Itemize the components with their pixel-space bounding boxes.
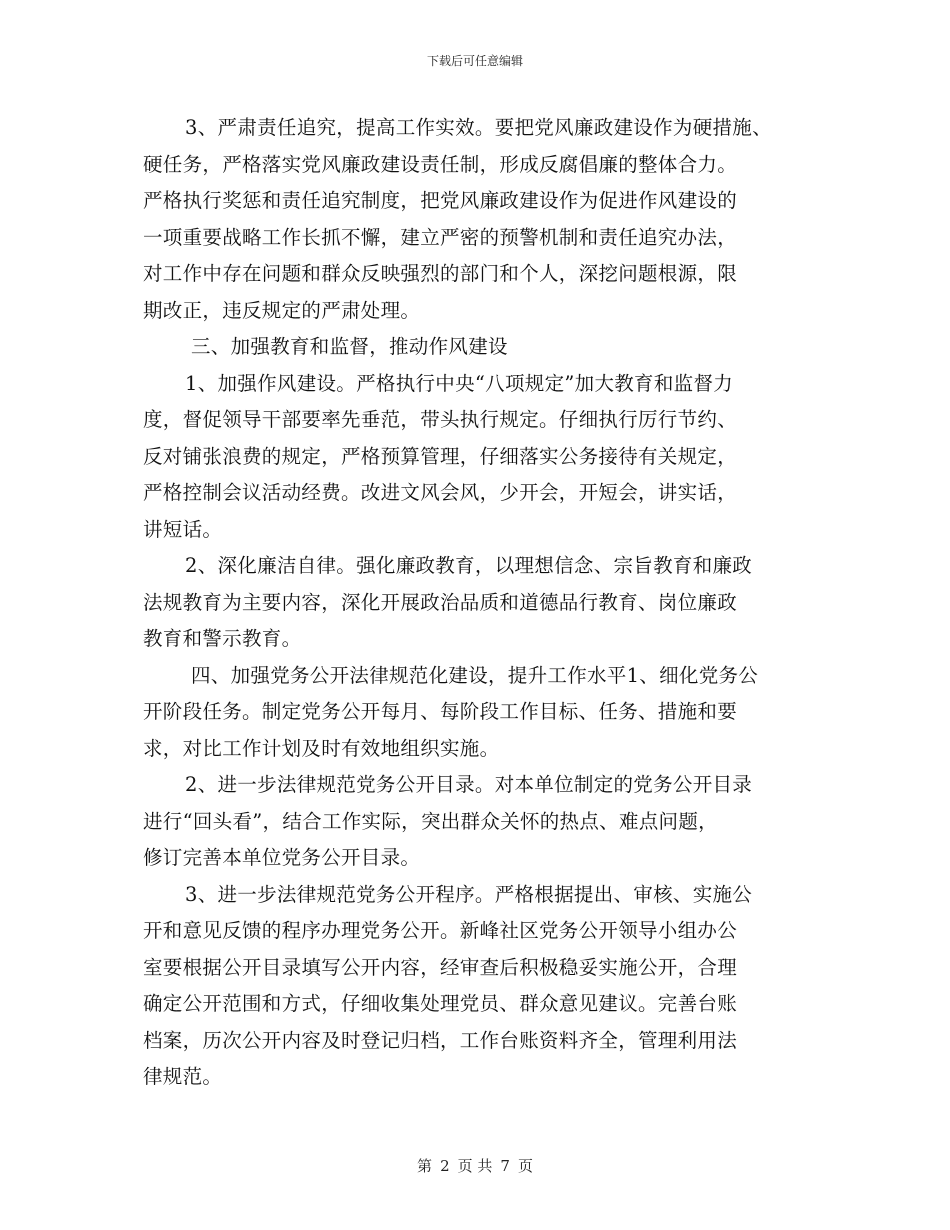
paragraph-line: 求，对比工作计划及时有效地组织实施。	[143, 736, 500, 760]
paragraph-line: 档案，历次公开内容及时登记归档，工作台账资料齐全，管理利用法	[143, 1028, 738, 1052]
paragraph-line: 严格执行奖惩和责任追究制度，把党风廉政建设作为促进作风建设的	[143, 189, 738, 212]
paragraph-line: 修订完善本单位党务公开目录。	[143, 846, 421, 869]
page-header-note: 下载后可任意编辑	[426, 54, 523, 68]
paragraph-line: 进行“回头看”，结合工作实际，突出群众关怀的热点、难点问题，	[143, 809, 718, 833]
paragraph-line: 律规范。	[143, 1065, 223, 1088]
paragraph-line: 期改正，违反规定的严肃处理。	[143, 298, 421, 322]
paragraph-line: 2、进一步法律规范党务公开目录。对本单位制定的党务公开目录	[185, 773, 753, 796]
paragraph-line: 法规教育为主要内容，深化开展政治品质和道德品行教育、岗位廉政	[143, 590, 738, 614]
paragraph-line: 教育和警示教育。	[143, 627, 302, 650]
paragraph-line: 度，督促领导干部要率先垂范，带头执行规定。仔细执行厉行节约、	[143, 408, 738, 431]
paragraph-line: 反对铺张浪费的规定，严格预算管理，仔细落实公务接待有关规定，	[143, 444, 738, 468]
paragraph-line: 2、深化廉洁自律。强化廉政教育，以理想信念、宗旨教育和廉政	[185, 554, 753, 577]
footer-suffix: 页	[517, 1157, 533, 1175]
paragraph-line: 确定公开范围和方式，仔细收集处理党员、群众意见建议。完善台账	[143, 992, 738, 1015]
paragraph-line: 室要根据公开目录填写公开内容，经审查后积极稳妥实施公开，合理	[143, 955, 738, 979]
footer-prefix: 第	[417, 1157, 433, 1175]
section-heading: 四、加强党务公开法律规范化建设，提升工作水平1、细化党务公	[191, 663, 759, 687]
document-body	[143, 110, 813, 1096]
section-heading: 三、加强教育和监督，推动作风建设	[191, 335, 508, 358]
paragraph-line: 一项重要战略工作长抓不懈，建立严密的预警机制和责任追究办法，	[143, 225, 738, 249]
paragraph-line: 严格控制会议活动经费。改进文风会风，少开会，开短会，讲实话，	[143, 481, 738, 504]
paragraph-line: 开和意见反馈的程序办理党务公开。新峰社区党务公开领导小组办公	[143, 919, 738, 942]
paragraph-line: 对工作中存在问题和群众反映强烈的部门和个人，深挖问题根源，限	[143, 262, 738, 285]
paragraph-line: 1、加强作风建设。严格执行中央“八项规定”加大教育和监督力	[185, 371, 734, 395]
paragraph-line: 讲短话。	[143, 517, 223, 541]
footer-middle: 页 共	[457, 1157, 493, 1175]
total-pages-number: 7	[500, 1157, 510, 1175]
paragraph-line: 硬任务，严格落实党风廉政建设责任制，形成反腐倡廉的整体合力。	[143, 152, 738, 176]
current-page-number: 2	[440, 1157, 450, 1175]
paragraph-line: 开阶段任务。制定党务公开每月、每阶段工作目标、任务、措施和要	[143, 700, 738, 723]
paragraph-line: 3、严肃责任追究，提高工作实效。要把党风廉政建设作为硬措施、	[185, 116, 772, 139]
page-number-footer	[0, 1155, 950, 1176]
paragraph-line: 3、进一步法律规范党务公开程序。严格根据提出、审核、实施公	[185, 882, 753, 906]
